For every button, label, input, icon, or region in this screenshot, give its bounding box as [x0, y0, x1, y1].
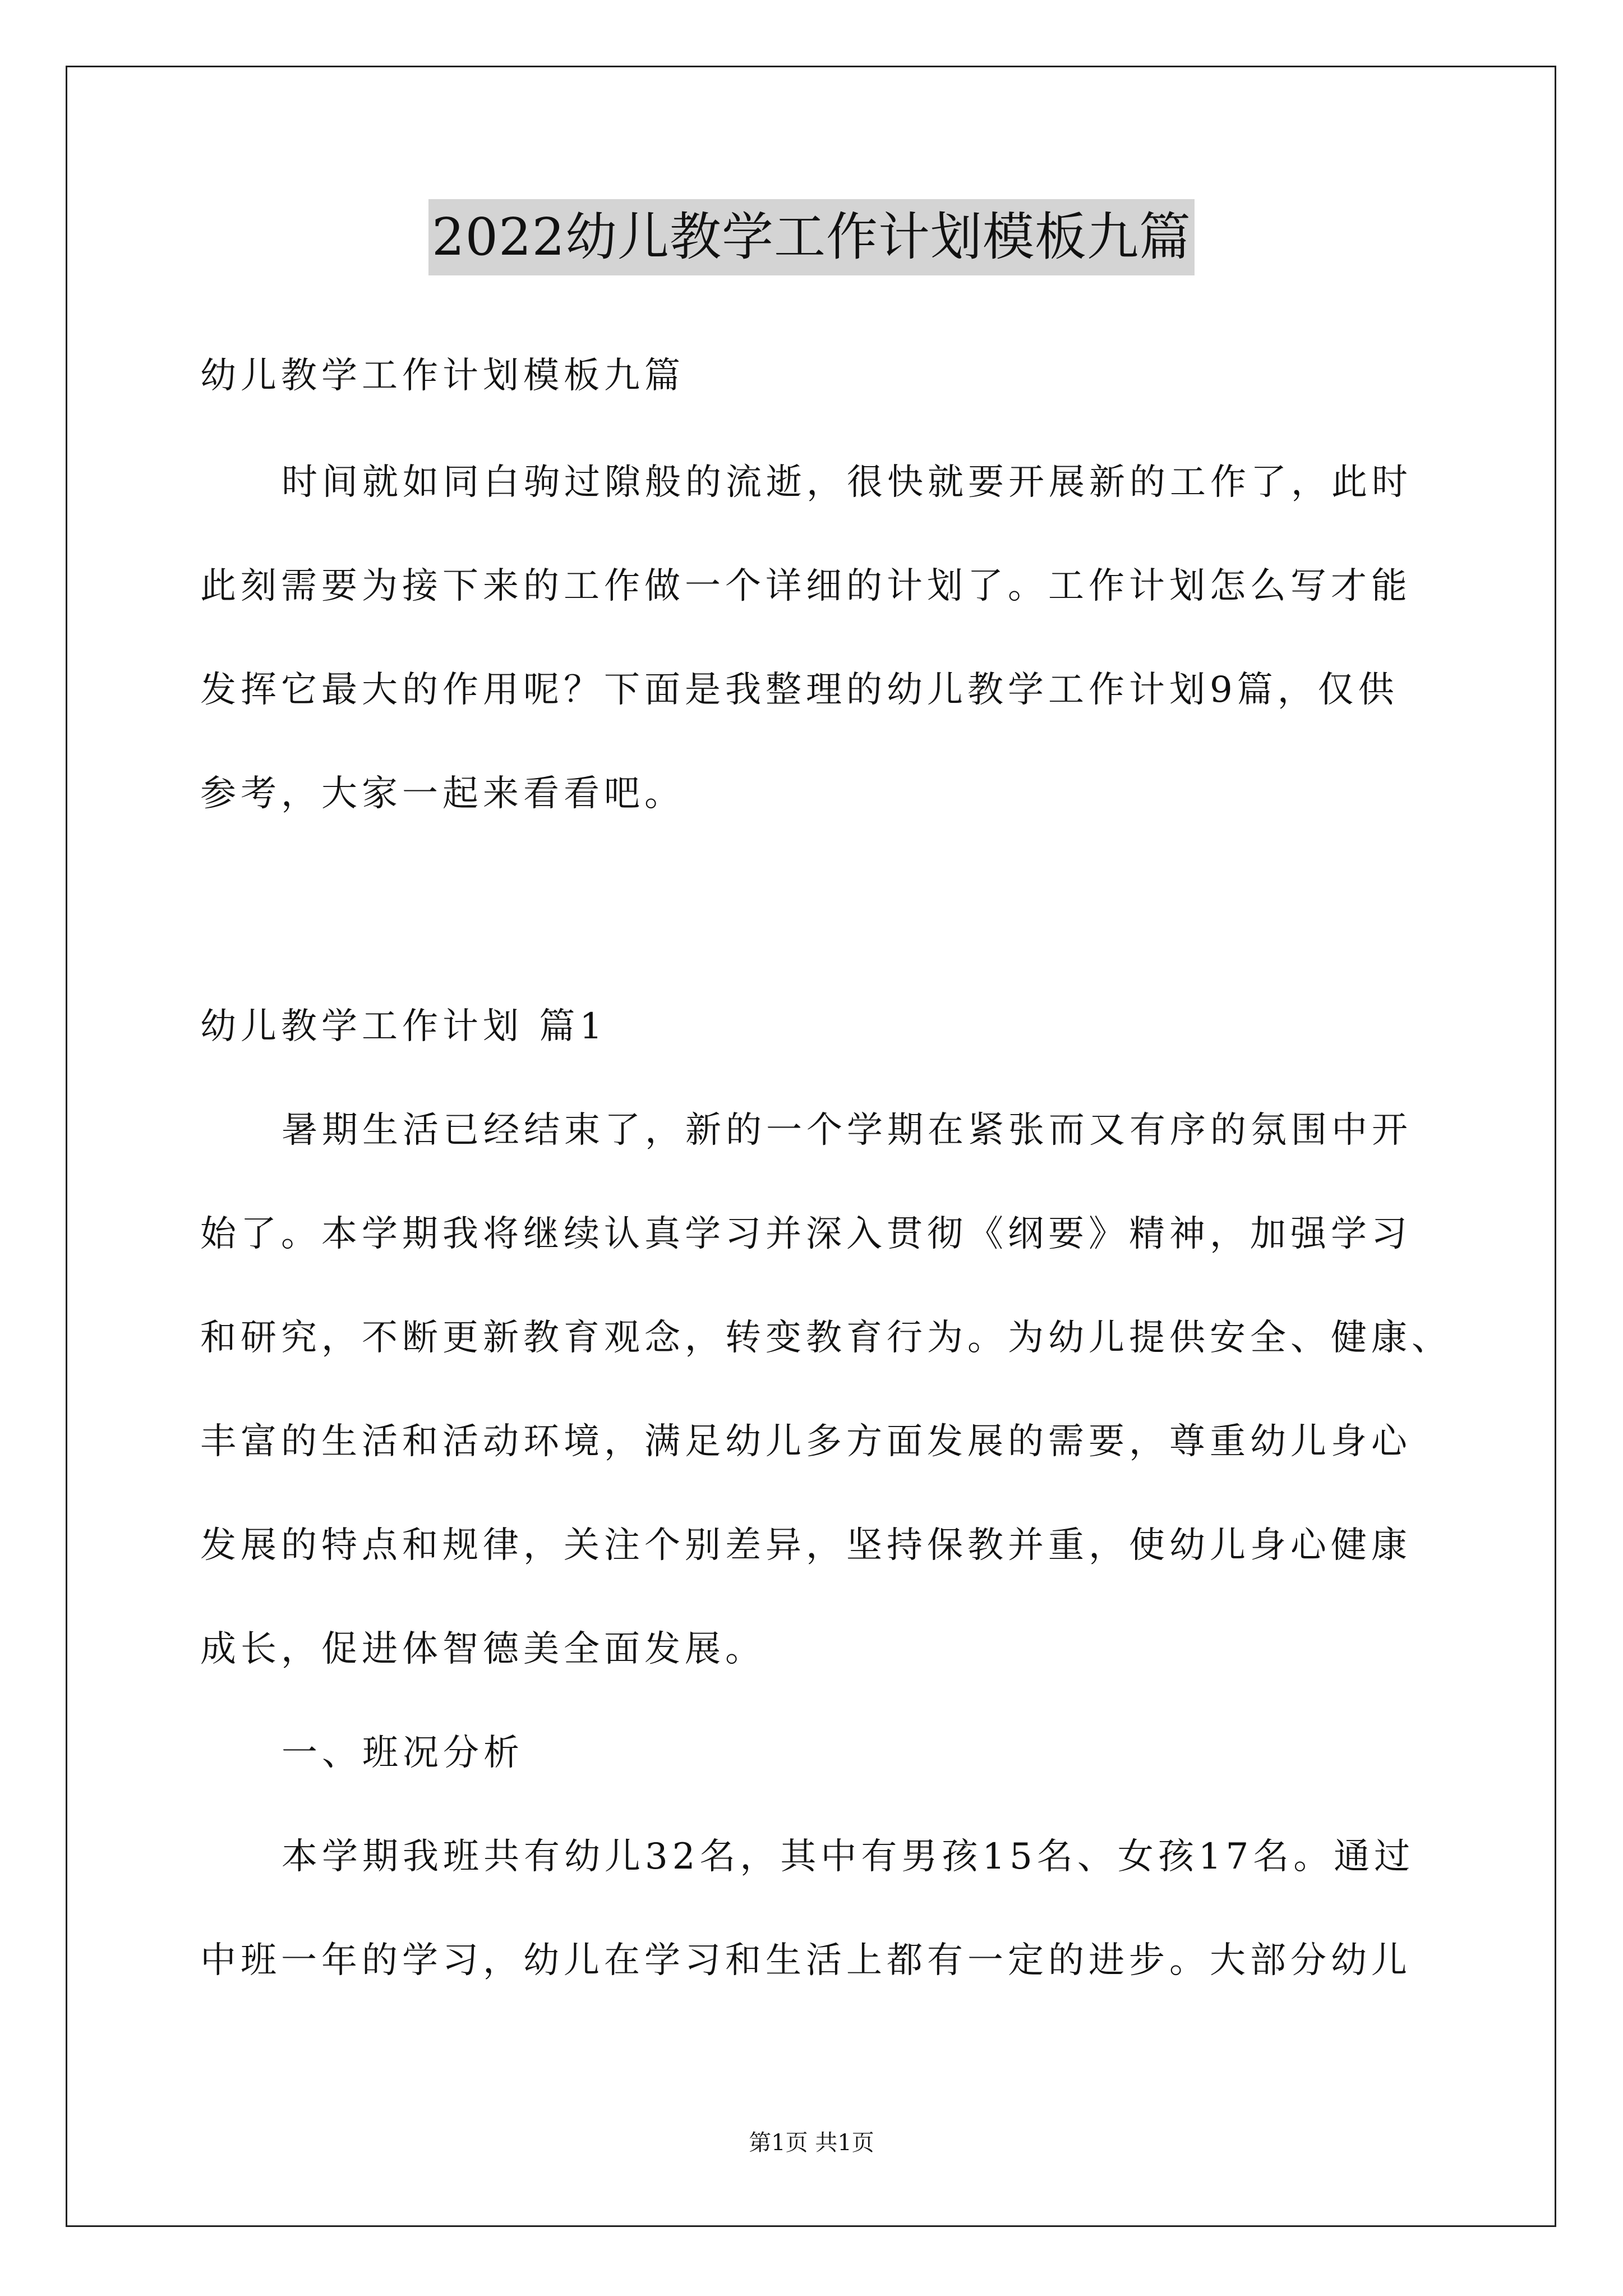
intro-line: 发挥它最大的作用呢？下面是我整理的幼儿教学工作计划9篇，仅供	[200, 669, 1399, 711]
paragraph-line: 发展的特点和规律，关注个别差异，坚持保教并重，使幼儿身心健康	[200, 1525, 1412, 1566]
paragraph-line: 暑期生活已经结束了，新的一个学期在紧张而又有序的氛围中开	[282, 1110, 1412, 1151]
sub-heading: 一、班况分析	[282, 1732, 524, 1774]
section-heading: 幼儿教学工作计划 篇1	[200, 1006, 607, 1047]
paragraph-line: 成长，促进体智德美全面发展。	[200, 1628, 766, 1670]
document-subtitle: 幼儿教学工作计划模板九篇	[200, 355, 685, 397]
page-footer: 第1页 共1页	[749, 2130, 874, 2156]
paragraph-line: 丰富的生活和活动环境，满足幼儿多方面发展的需要，尊重幼儿身心	[200, 1421, 1412, 1462]
paragraph-line: 本学期我班共有幼儿32名，其中有男孩15名、女孩17名。通过	[282, 1836, 1415, 1878]
intro-line: 参考，大家一起来看看吧。	[200, 773, 685, 815]
paragraph-line: 中班一年的学习，幼儿在学习和生活上都有一定的进步。大部分幼儿	[200, 1940, 1412, 1981]
paragraph-line: 始了。本学期我将继续认真学习并深入贯彻《纲要》精神，加强学习	[200, 1213, 1412, 1255]
paragraph-line: 和研究，不断更新教育观念，转变教育行为。为幼儿提供安全、健康、	[200, 1317, 1452, 1359]
document-title: 2022幼儿教学工作计划模板九篇	[428, 199, 1195, 275]
title-container	[0, 199, 1623, 275]
intro-line: 此刻需要为接下来的工作做一个详细的计划了。工作计划怎么写才能	[200, 565, 1412, 607]
intro-line: 时间就如同白驹过隙般的流逝，很快就要开展新的工作了，此时	[282, 462, 1412, 503]
